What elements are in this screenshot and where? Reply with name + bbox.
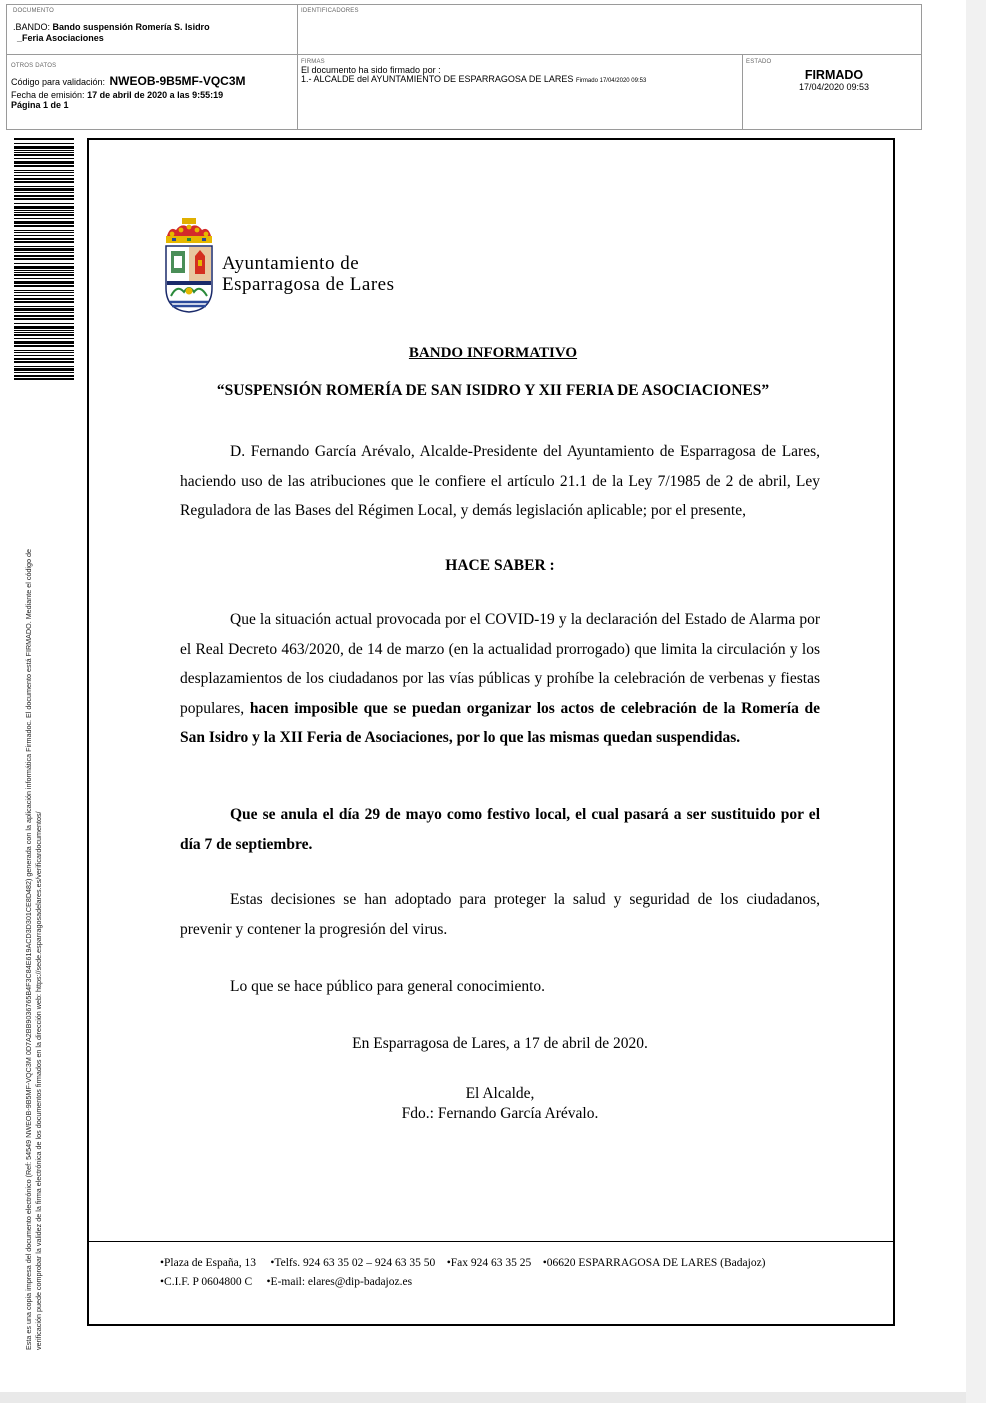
otros-caption: OTROS DATOS [11,63,57,69]
signature-title: El Alcalde, [465,1085,535,1102]
page-bottom-shadow [0,1392,966,1403]
estado-cell [746,59,922,92]
footer-address: •Plaza de España, 13 [160,1257,256,1269]
firmas-caption: FIRMAS [301,59,325,65]
fecha-label: Fecha de emisión: [11,90,85,100]
pagina: Página 1 de 1 [11,100,69,110]
page-edge-shadow [966,0,986,1403]
document-subtitle: “SUSPENSIÓN ROMERÍA DE SAN ISIDRO Y XII FERIA DE ASOCIACIONES” [216,382,770,399]
documento-caption: DOCUMENTO [13,8,55,14]
identificadores-cell [301,8,359,14]
side-text-line2: verificación puede comprobar la validez de la firma electrónica de los documentos firmados en la dirección web: https://sede.esparragosadelares.es/verificardocumentos/ [34,811,43,1350]
decisiones-paragraph: Estas decisiones se han adoptado para proteger la salud y seguridad de los ciudadanos, prevenir y contener la progresión del virus. [180,891,820,938]
firmas-line1: El documento ha sido firmado por : [301,65,441,75]
footer-fax: •Fax 924 63 35 25 [446,1257,532,1269]
hace-saber-heading: HACE SABER : [445,557,555,574]
estado-caption: ESTADO [746,59,772,65]
covid-paragraph-text: Que la situación actual provocada por el COVID-19 y la declaración del Estado de Alarma por el Real Decreto 463/2020, de 14 de marzo (en la actualidad prorrogado) que limita la circulación y los desplazamientos de los ciudadanos por las vías públicas y prohíbe la celebración de verbenas y fiestas populares, [180,611,820,717]
documento-title-line2: _Feria Asociaciones [17,33,104,43]
intro-paragraph: D. Fernando García Arévalo, Alcalde-Presidente del Ayuntamiento de Esparragosa de Lares, haciendo uso de las atribuciones que le confiere el artículo 21.1 de la Ley 7/1985 de 2 de abril, Ley Reguladora de las Bases del Régimen Local, y demás legislación aplicable; por el presente, [180,443,820,519]
signature-block [180,1084,820,1124]
codigo-value: NWEOB-9B5MF-VQC3M [109,74,246,88]
document-title: BANDO INFORMATIVO [408,345,578,361]
firmas-cell [301,59,646,86]
side-verification-text [24,410,48,1350]
footer-line2 [160,1276,412,1288]
coat-of-arms-logo [162,218,216,314]
letterhead-line2: Esparragosa de Lares [222,274,395,295]
footer-cif: •C.I.F. P 0604800 C [160,1276,253,1288]
footer-divider [89,1241,893,1242]
footer-city: •06620 ESPARRAGOSA DE LARES (Badajoz) [542,1257,766,1269]
signature-name: Fdo.: Fernando García Arévalo. [401,1105,599,1122]
covid-paragraph [180,605,820,753]
estado-date: 17/04/2020 09:53 [798,82,870,92]
footer-line1 [160,1257,766,1269]
publico-paragraph: Lo que se hace público para general conocimiento. [230,978,546,995]
letterhead [222,253,394,295]
place-date: En Esparragosa de Lares, a 17 de abril de 2020. [352,1035,648,1052]
documento-title-line1: Bando suspensión Romería S. Isidro [52,22,210,32]
fecha-value: 17 de abril de 2020 a las 9:55:19 [87,90,224,100]
footer-phones: •Telfs. 924 63 35 02 – 924 63 35 50 [270,1257,436,1269]
codigo-label: Código para validación: [11,77,106,87]
documento-cell [13,8,210,44]
letterhead-line1: Ayuntamiento de [222,253,360,274]
firmas-line2: 1.- ALCALDE del AYUNTAMIENTO DE ESPARRAGOSA DE LARES [301,74,574,84]
documento-prefix: .BANDO: [13,22,51,32]
covid-paragraph-bold: hacen imposible que se puedan organizar los actos de celebración de la Romería de San Isidro y la XII Feria de Asociaciones, por lo que las mismas quedan suspendidas. [180,699,820,746]
footer-email: •E-mail: elares@dip-badajoz.es [266,1276,413,1288]
document-metadata-table [6,4,922,130]
identificadores-caption: IDENTIFICADORES [301,8,359,14]
estado-value: FIRMADO [804,68,864,82]
festivo-paragraph: Que se anula el día 29 de mayo como festivo local, el cual pasará a ser sustituido por el día 7 de septiembre. [180,806,820,853]
side-text-line1: Esta es una copia impresa del documento electrónico (Ref: 54549 NWEOB-9B5MF-VQC3M 0D7A2BB9036765B4F3C84E619ACD3D301CE8D482) generada con la aplicación informática Firmadoc. El documento está FIRMADO. Mediante el código de [24,548,33,1350]
otros-datos-cell [11,63,246,110]
firmas-small: Firmado 17/04/2020 09:53 [575,78,647,84]
